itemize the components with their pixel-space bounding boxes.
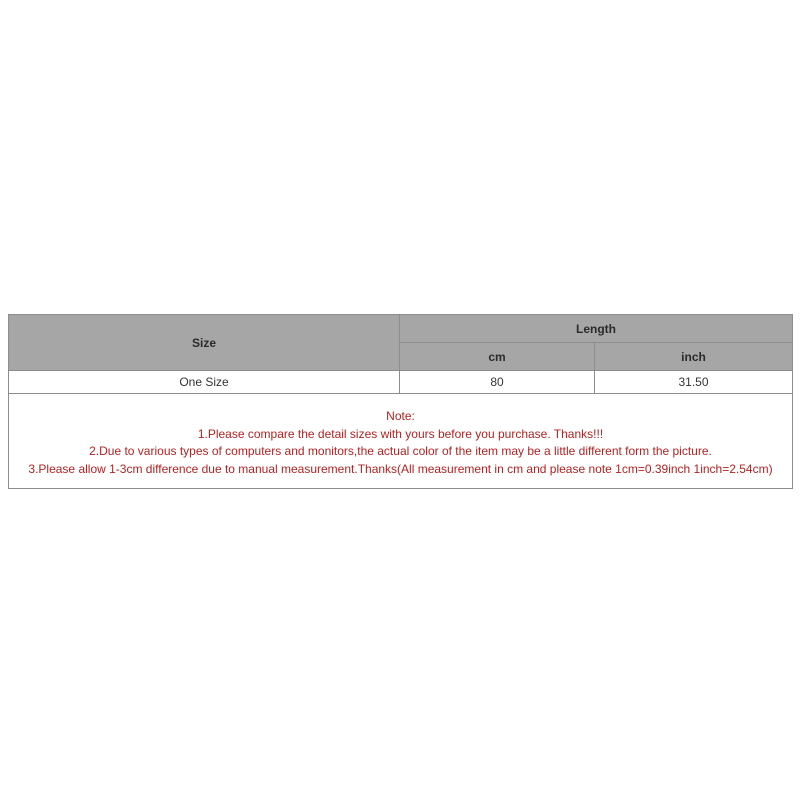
- note-cell: [9, 394, 793, 489]
- note-row: [9, 394, 793, 489]
- note-line-1: 1.Please compare the detail sizes with yours before you purchase. Thanks!!!: [197, 426, 604, 441]
- size-chart: [8, 314, 792, 489]
- note-line-3: 3.Please allow 1-3cm difference due to manual measurement.Thanks(All measurement in cm and please note 1cm=0.39inch 1inch=2.54cm): [28, 461, 773, 476]
- table-row: [9, 371, 793, 394]
- note-line-2: 2.Due to various types of computers and monitors,the actual color of the item may be a little different form the picture.: [89, 444, 712, 458]
- note-title: Note:: [386, 409, 415, 423]
- cm-header: cm: [400, 343, 595, 371]
- size-table: [8, 314, 793, 489]
- size-header: Size: [9, 315, 400, 371]
- length-header: Length: [400, 315, 793, 343]
- inch-header: inch: [595, 343, 793, 371]
- inch-cell: 31.50: [595, 371, 793, 394]
- size-cell: One Size: [9, 371, 400, 394]
- cm-cell: 80: [400, 371, 595, 394]
- header-row-top: [9, 315, 793, 343]
